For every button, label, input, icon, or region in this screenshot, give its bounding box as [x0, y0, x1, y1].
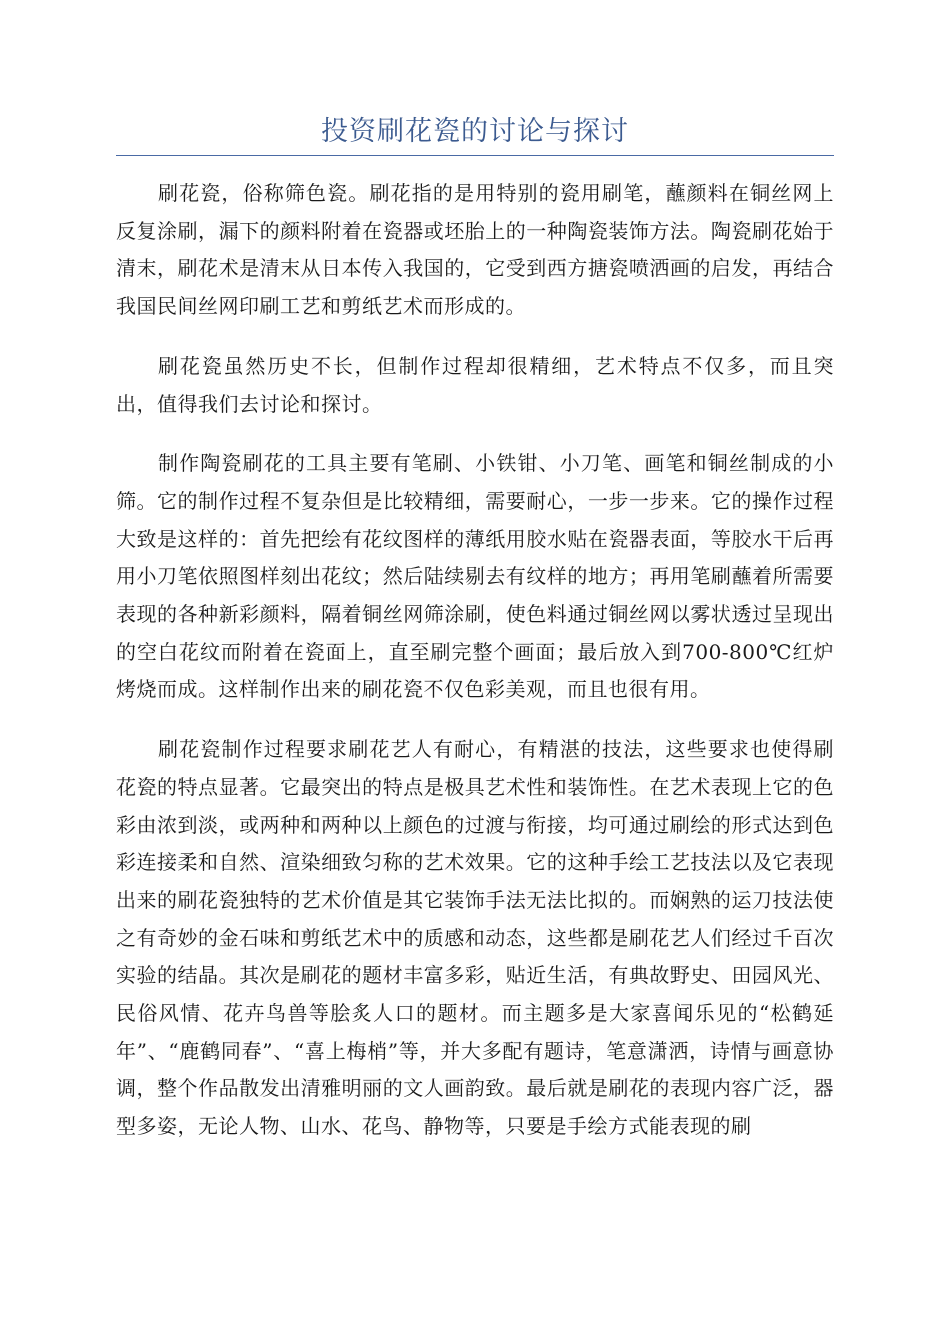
paragraph-4: 刷花瓷制作过程要求刷花艺人有耐心，有精湛的技法，这些要求也使得刷花瓷的特点显著。它最突出的特点是极具艺术性和装饰性。在艺术表现上它的色彩由浓到淡，或两种和两种以上颜色的过渡与衔接，均可通过刷绘的形式达到色彩连接柔和自然、渲染细致匀称的艺术效果。它的这种手绘工艺技法以及它表现出来的刷花瓷独特的艺术价值是其它装饰手法无法比拟的。而娴熟的运刀技法使之有奇妙的金石味和剪纸艺术中的质感和动态，这些都是刷花艺人们经过千百次实验的结晶。其次是刷花的题材丰富多彩，贴近生活，有典故野史、田园风光、民俗风情、花卉鸟兽等脍炙人口的题材。而主题多是大家喜闻乐见的“松鹤延年”、“鹿鹤同春”、“喜上梅梢”等，并大多配有题诗，笔意潇洒，诗情与画意协调，整个作品散发出清雅明丽的文人画韵致。最后就是刷花的表现内容广泛，器型多姿，无论人物、山水、花鸟、静物等，只要是手绘方式能表现的刷 [116, 737, 834, 1139]
paragraph-2: 刷花瓷虽然历史不长，但制作过程却很精细，艺术特点不仅多，而且突出，值得我们去讨论和探讨。 [116, 353, 834, 416]
paragraph-1: 刷花瓷，俗称筛色瓷。刷花指的是用特别的瓷用刷笔，蘸颜料在铜丝网上反复涂刷，漏下的颜料附着在瓷器或坯胎上的一种陶瓷装饰方法。陶瓷刷花始于清末，刷花术是清末从日本传入我国的，它受到西方搪瓷喷洒画的启发，再结合我国民间丝网印刷工艺和剪纸艺术而形成的。 [116, 181, 834, 319]
paragraph-3: 制作陶瓷刷花的工具主要有笔刷、小铁钳、小刀笔、画笔和铜丝制成的小筛。它的制作过程不复杂但是比较精细，需要耐心，一步一步来。它的操作过程大致是这样的：首先把绘有花纹图样的薄纸用胶水贴在瓷器表面，等胶水干后再用小刀笔依照图样刻出花纹；然后陆续剔去有纹样的地方；再用笔刷蘸着所需要表现的各种新彩颜料，隔着铜丝网筛涂刷，使色料通过铜丝网以雾状透过呈现出的空白花纹而附着在瓷面上，直至刷完整个画面；最后放入到700-800℃红炉烤烧而成。这样制作出来的刷花瓷不仅色彩美观，而且也很有用。 [116, 451, 834, 702]
document-body [116, 175, 834, 1168]
document-title: 投资刷花瓷的讨论与探讨 [321, 116, 629, 147]
title-underline [116, 155, 834, 156]
